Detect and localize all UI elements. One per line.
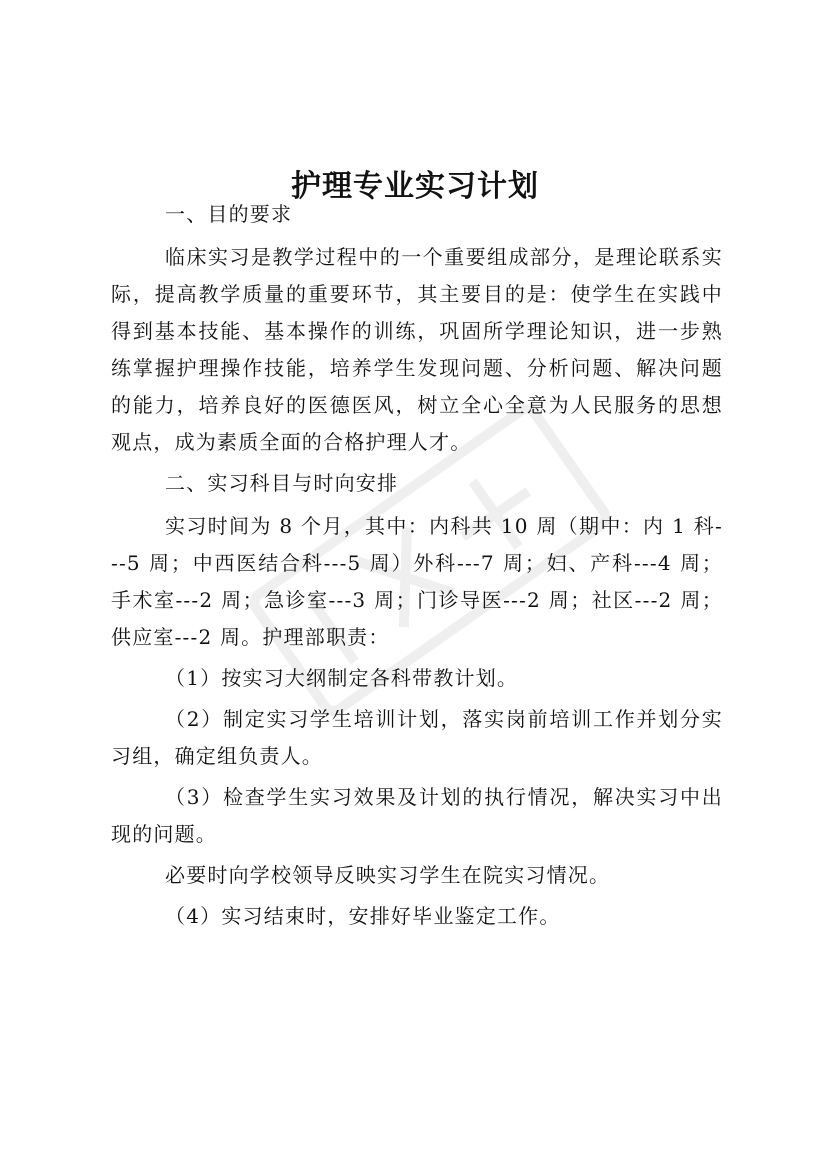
list-item-duty-1: （1）按实习大纲制定各科带教计划。 <box>165 666 519 690</box>
list-item-duty-4: （4）实习结束时，安排好毕业鉴定工作。 <box>165 904 561 928</box>
section-heading-schedule: 二、实习科目与时向安排 <box>165 471 399 495</box>
document-body <box>111 196 723 939</box>
paragraph-schedule: 实习时间为 8 个月，其中：内科共 10 周（期中：内 1 科---5 周；中西医结合科---5 周）外科---7 周；妇、产科---4 周；手术室---2 周；急诊室---3 周；门诊导医---2 周；社区---2 周；供应室---2 周。护理部职责： <box>111 514 723 649</box>
paragraph-goals: 临床实习是教学过程中的一个重要组成部分，是理论联系实际，提高教学质量的重要环节，其主要目的是：使学生在实践中得到基本技能、基本操作的训练，巩固所学理论知识，进一步熟练掌握护理操作技能，培养学生发现问题、分析问题、解决问题的能力，培养良好的医德医风，树立全心全意为人民服务的思想观点，成为素质全面的合格护理人才。 <box>111 245 723 454</box>
section-heading-goals: 一、目的要求 <box>165 202 293 226</box>
list-item-duty-2: （2）制定实习学生培训计划，落实岗前培训工作并划分实习组，确定组负责人。 <box>111 707 723 768</box>
paragraph-report: 必要时向学校领导反映实习学生在院实习情况。 <box>165 863 611 887</box>
list-item-duty-3: （3）检查学生实习效果及计划的执行情况，解决实习中出现的问题。 <box>111 785 723 846</box>
document-title: 护理专业实习计划 <box>291 169 539 205</box>
